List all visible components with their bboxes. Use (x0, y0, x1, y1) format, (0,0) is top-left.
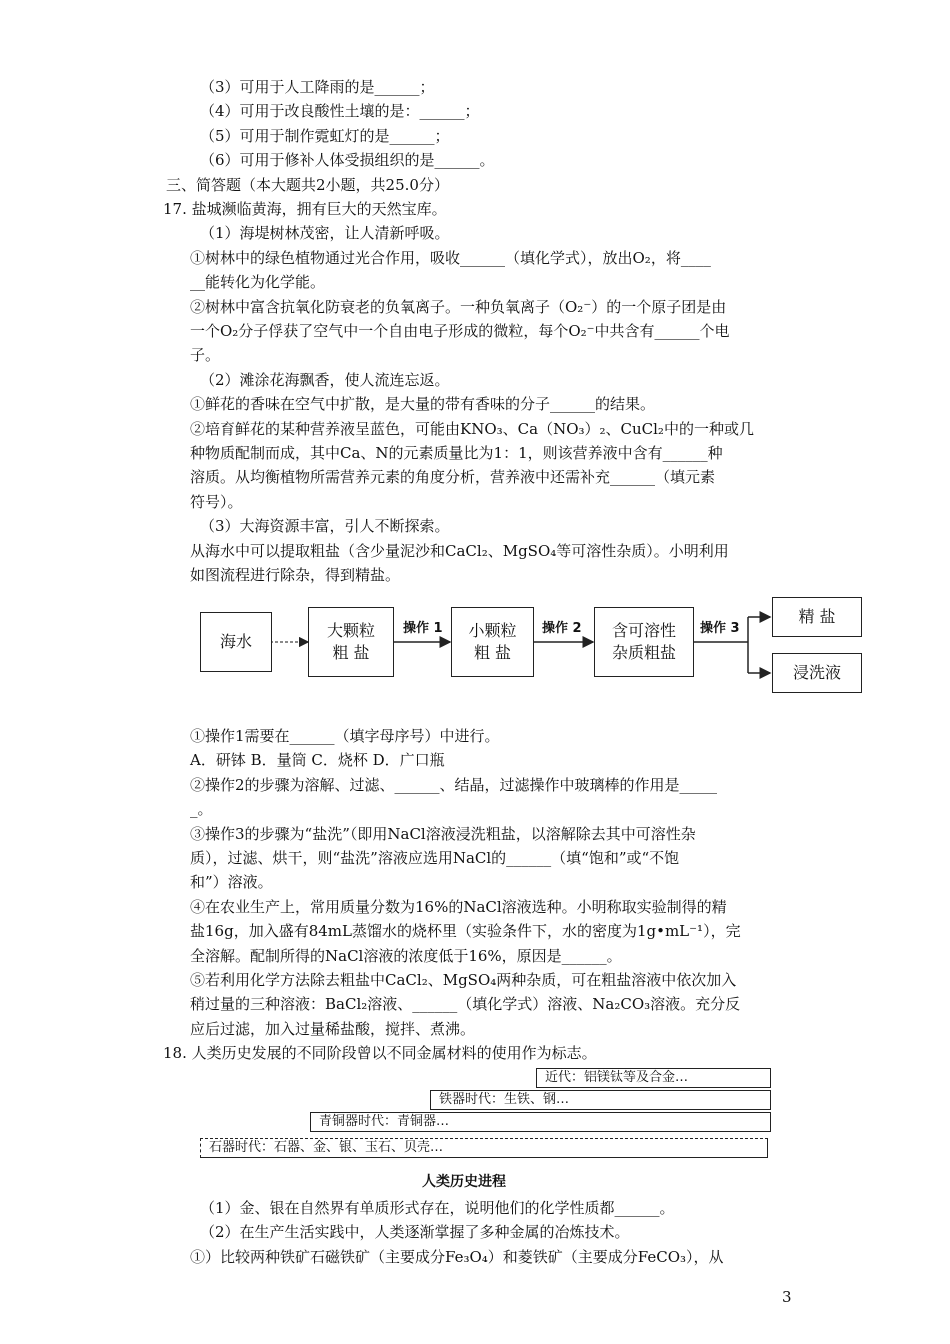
text-line: （3）可用于人工降雨的是______； (200, 78, 435, 96)
timeline-stone-age: 石器时代：石器、金、银、玉石、贝壳… (200, 1138, 768, 1158)
large-salt-line-1: 大颗粒 (326, 621, 375, 640)
timeline-caption: 人类历史进程 (422, 1174, 506, 1190)
text-line: 和”）溶液。 (190, 873, 273, 892)
text-line: 溶质。从均衡植物所需营养元素的角度分析，营养液中还需补充______（填元素 (190, 468, 716, 487)
text-line: 全溶解。配制所得的NaCl溶液的浓度低于16%，原因是______。 (190, 946, 622, 965)
text-line: ①鲜花的香味在空气中扩散，是大量的带有香味的分子______的结果。 (190, 395, 656, 414)
soluble-salt-line-2: 杂质粗盐 (611, 643, 676, 662)
text-line: 符号）。 (190, 492, 243, 511)
timeline-modern: 近代：铝镁钛等及合金… (536, 1068, 771, 1088)
box-soluble-impurity-salt (594, 607, 694, 677)
wash-liquid-label: 浸洗液 (792, 663, 841, 682)
box-large-salt (308, 607, 394, 677)
large-salt-line-2: 粗 盐 (332, 643, 370, 662)
soluble-salt-line-1: 含可溶性 (611, 621, 676, 640)
text-line: （2）滩涂花海飘香，使人流连忘返。 (200, 370, 450, 389)
text-line: （5）可用于制作霓虹灯的是______； (200, 126, 450, 145)
timeline-iron-age: 铁器时代：生铁、钢… (430, 1090, 771, 1110)
text-line: 子。 (190, 346, 221, 365)
text-line: ④在农业生产上，常用质量分数为16%的NaCl溶液选种。小明称取实验制得的精 (190, 897, 727, 916)
timeline-bronze-age: 青铜器时代：青铜器… (310, 1112, 771, 1132)
text-line: （1）金、银在自然界有单质形式存在，说明他们的化学性质都______。 (200, 1199, 675, 1217)
text-line: 如图流程进行除杂，得到精盐。 (190, 566, 401, 584)
seawater-label: 海水 (219, 632, 252, 651)
text-line: 应后过滤，加入过量稀盐酸，搅拌、煮沸。 (190, 1019, 476, 1038)
box-refined-salt (772, 597, 862, 637)
small-salt-line-2: 粗 盐 (473, 643, 512, 662)
text-line: ⑤若利用化学方法除去粗盐中CaCl₂、MgSO₄两种杂质，可在粗盐溶液中依次加入 (190, 971, 737, 989)
text-line: _。 (190, 800, 213, 819)
text-line: ②树林中富含抗氧化防衰老的负氧离子。一种负氧离子（O₂⁻）的一个原子团是由 (190, 297, 727, 316)
text-line: （2）在生产生活实践中，人类逐渐掌握了多种金属的冶炼技术。 (200, 1223, 630, 1242)
op3-label: 操作 3 (700, 621, 740, 636)
text-line: ①）比较两种铁矿石磁铁矿（主要成分Fe₃O₄）和菱铁矿（主要成分FeCO₃），从 (190, 1247, 724, 1266)
text-line: ①操作1需要在______（填字母序号）中进行。 (190, 727, 500, 745)
text-line: （6）可用于修补人体受损组织的是______。 (200, 151, 495, 170)
box-small-salt (451, 607, 534, 677)
box-seawater (200, 612, 272, 672)
text-line: （4）可用于改良酸性土壤的是：______； (200, 102, 480, 121)
text-line: （1）海堤树林茂密，让人清新呼吸。 (200, 224, 450, 243)
text-line: ②操作2的步骤为溶解、过滤、______、结晶，过滤操作中玻璃棒的作用是_____ (190, 775, 718, 794)
text-line: 稍过量的三种溶液：BaCl₂溶液、______（填化学式）溶液、Na₂CO₃溶液。充分反 (190, 995, 741, 1014)
text-line: ①树林中的绿色植物通过光合作用，吸收______（填化学式），放出O₂，将____ (190, 248, 711, 267)
text-line: 一个O₂分子俘获了空气中一个自由电子形成的微粒，每个O₂⁻中共含有______个电 (190, 322, 730, 340)
page-number: 3 (782, 1288, 792, 1306)
box-wash-liquid (772, 653, 862, 693)
refined-salt-label: 精 盐 (798, 607, 836, 626)
human-history-timeline (200, 1068, 770, 1193)
text-line: A．研钵 B．量筒 C．烧杯 D．广口瓶 (190, 751, 445, 770)
text-line: ②培育鲜花的某种营养液呈蓝色，可能由KNO₃、Ca（NO₃）₂、CuCl₂中的一种或几 (190, 419, 754, 438)
question-18-stem: 18. 人类历史发展的不同阶段曾以不同金属材料的使用作为标志。 (163, 1044, 597, 1062)
text-line: （3）大海资源丰富，引人不断探索。 (200, 517, 450, 536)
salt-purification-flowchart (200, 595, 865, 695)
text-line: 质），过滤、烘干，则“盐洗”溶液应选用NaCl的______（填“饱和”或“不饱 (190, 849, 680, 867)
small-salt-line-1: 小颗粒 (468, 621, 517, 640)
text-line: ③操作3的步骤为“盐洗”（即用NaCl溶液浸洗粗盐，以溶解除去其中可溶性杂 (190, 824, 696, 843)
op1-label: 操作 1 (403, 621, 443, 636)
text-line: __能转化为化学能。 (190, 273, 326, 292)
text-line: 从海水中可以提取粗盐（含少量泥沙和CaCl₂、MgSO₄等可溶性杂质）。小明利用 (190, 541, 729, 560)
text-line: 盐16g，加入盛有84mL蒸馏水的烧杯里（实验条件下，水的密度为1g•mL⁻¹），完 (190, 922, 741, 941)
op2-label: 操作 2 (542, 621, 582, 636)
text-line: 种物质配制而成，其中Ca、N的元素质量比为1：1，则该营养液中含有______种 (190, 444, 723, 462)
text-line: 三、简答题（本大题共2小题，共25.0分） (166, 175, 449, 194)
text-line: 17. 盐城濒临黄海，拥有巨大的天然宝库。 (163, 200, 447, 218)
